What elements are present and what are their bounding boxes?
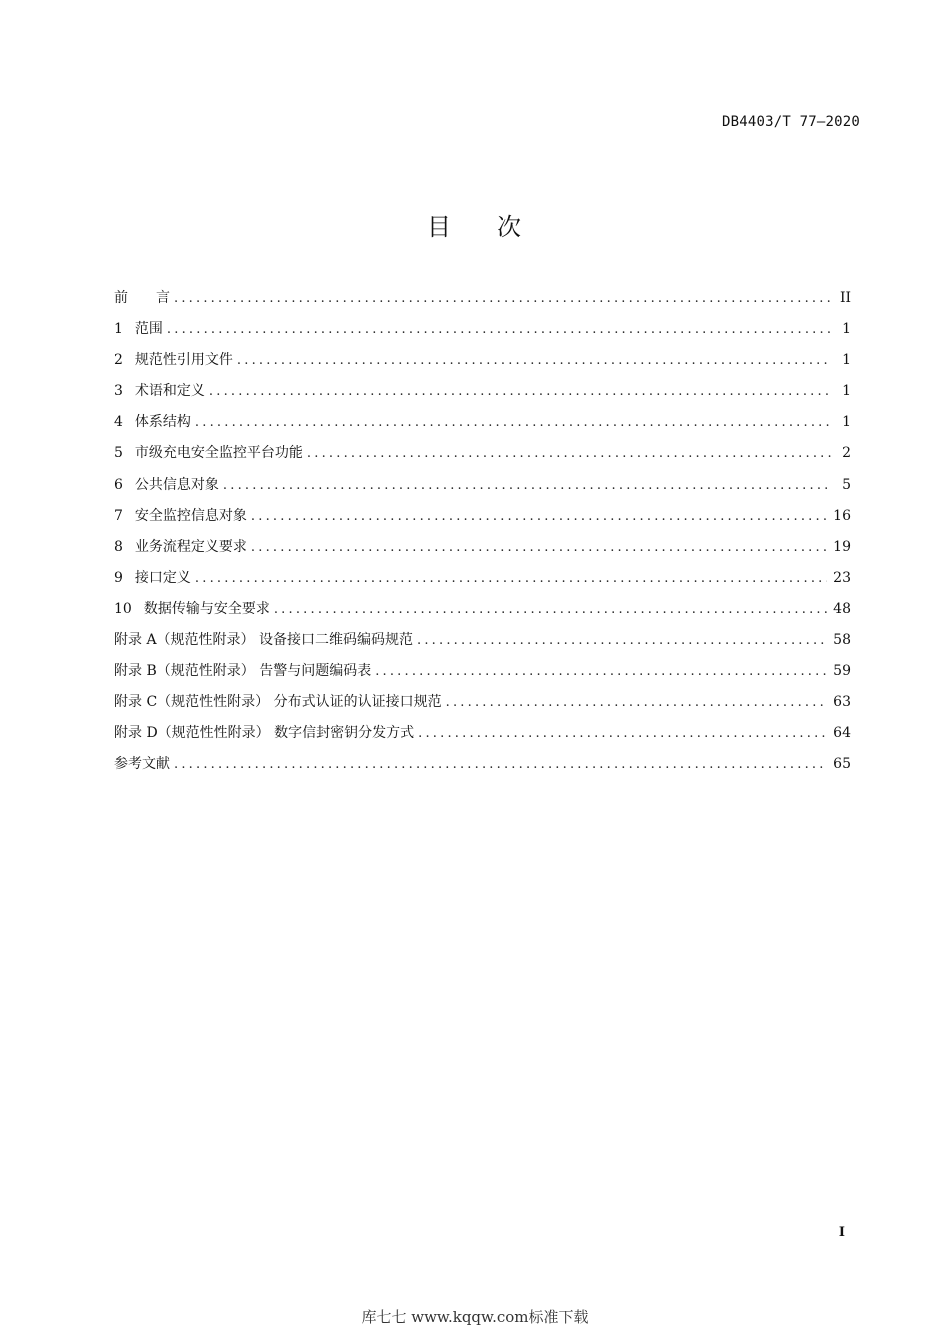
toc-entry-label: 附录 D（规范性性附录） 数字信封密钥分发方式 [114, 725, 415, 742]
toc-entry-page: 5 [842, 476, 851, 493]
toc-entry-number: 7 [114, 507, 123, 524]
toc-entry-number: 1 [114, 321, 123, 338]
toc-entry-references[interactable] [114, 749, 851, 780]
toc-entry-page: II [839, 290, 851, 306]
toc-entry-label: 附录 B（规范性附录） 告警与问题编码表 [114, 663, 372, 680]
toc-entry-label: 范围 [134, 321, 163, 338]
toc-entry-label: 接口定义 [134, 569, 191, 586]
page-number: I [838, 1225, 845, 1240]
toc-entry-page: 63 [833, 694, 851, 711]
toc-entry-4[interactable] [114, 407, 851, 438]
toc-entry-number: 8 [114, 538, 123, 555]
toc-entry-page: 1 [842, 352, 851, 369]
toc-leader-dots [174, 749, 827, 780]
toc-entry-page: 16 [833, 507, 851, 524]
toc-leader-dots [417, 625, 827, 656]
toc-entry-label: 前 言 [114, 290, 170, 306]
toc-entry-3[interactable] [114, 376, 851, 407]
toc-leader-dots [223, 470, 831, 501]
toc-entry-page: 64 [833, 725, 851, 742]
toc-entry-label: 附录 C（规范性性附录） 分布式认证的认证接口规范 [114, 694, 442, 711]
toc-leader-dots [251, 532, 827, 563]
toc-entry-page: 1 [842, 321, 851, 338]
toc-entry-page: 2 [842, 445, 851, 462]
toc-title-part1: 目 [427, 213, 453, 241]
toc-leader-dots [375, 656, 827, 687]
toc-entry-number: 3 [114, 383, 123, 400]
toc-title [0, 207, 950, 242]
toc-entry-6[interactable] [114, 470, 851, 501]
toc-entry-5[interactable] [114, 438, 851, 469]
toc-leader-dots [167, 314, 831, 345]
toc-entry-page: 59 [833, 663, 851, 680]
toc-entry-label: 术语和定义 [134, 383, 205, 400]
toc-entry-label: 业务流程定义要求 [134, 538, 247, 555]
toc-entry-label: 数据传输与安全要求 [143, 600, 270, 617]
toc-entry-2[interactable] [114, 345, 851, 376]
document-code: DB4403/T 77—2020 [721, 114, 860, 130]
toc-entry-number: 6 [114, 476, 123, 493]
toc-entry-appendix-c[interactable] [114, 687, 851, 718]
toc-entry-page: 65 [833, 756, 851, 773]
toc-entry-label: 体系结构 [134, 414, 191, 431]
toc-entry-label: 附录 A（规范性附录） 设备接口二维码编码规范 [114, 632, 414, 649]
toc-entry-label: 规范性引用文件 [134, 352, 233, 369]
toc-leader-dots [251, 501, 827, 532]
toc-entry-number: 5 [114, 445, 123, 462]
toc-entry-7[interactable] [114, 501, 851, 532]
toc-entry-foreword[interactable] [114, 283, 851, 314]
toc-entry-page: 19 [833, 538, 851, 555]
toc-entry-page: 48 [833, 600, 851, 617]
toc-entry-label: 安全监控信息对象 [134, 507, 247, 524]
toc-entry-label: 公共信息对象 [134, 476, 219, 493]
toc-entry-appendix-d[interactable] [114, 718, 851, 749]
toc-entry-number: 9 [114, 569, 123, 586]
toc-entry-appendix-b[interactable] [114, 656, 851, 687]
toc-title-part2: 次 [497, 213, 523, 241]
toc-entry-10[interactable] [114, 594, 851, 625]
toc-entry-label: 参考文献 [114, 756, 170, 773]
toc-leader-dots [195, 563, 827, 594]
toc-entry-1[interactable] [114, 314, 851, 345]
toc-leader-dots [418, 718, 827, 749]
toc-leader-dots [446, 687, 828, 718]
toc-leader-dots [237, 345, 831, 376]
toc-entry-page: 1 [842, 414, 851, 431]
toc-entry-page: 1 [842, 383, 851, 400]
toc-entry-9[interactable] [114, 563, 851, 594]
toc-leader-dots [195, 407, 831, 438]
toc-entry-label: 市级充电安全监控平台功能 [134, 445, 303, 462]
toc-entry-page: 23 [833, 569, 851, 586]
toc-leader-dots [307, 438, 831, 469]
toc-entry-number: 2 [114, 352, 123, 369]
toc-list [114, 283, 851, 781]
toc-entry-number: 4 [114, 414, 123, 431]
toc-entry-number: 10 [114, 600, 132, 617]
toc-entry-appendix-a[interactable] [114, 625, 851, 656]
toc-entry-page: 58 [833, 632, 851, 649]
footer-watermark: 库七七 www.kqqw.com标准下载 [361, 1308, 589, 1326]
toc-entry-8[interactable] [114, 532, 851, 563]
toc-leader-dots [274, 594, 827, 625]
toc-leader-dots [209, 376, 831, 407]
toc-leader-dots [174, 283, 831, 314]
